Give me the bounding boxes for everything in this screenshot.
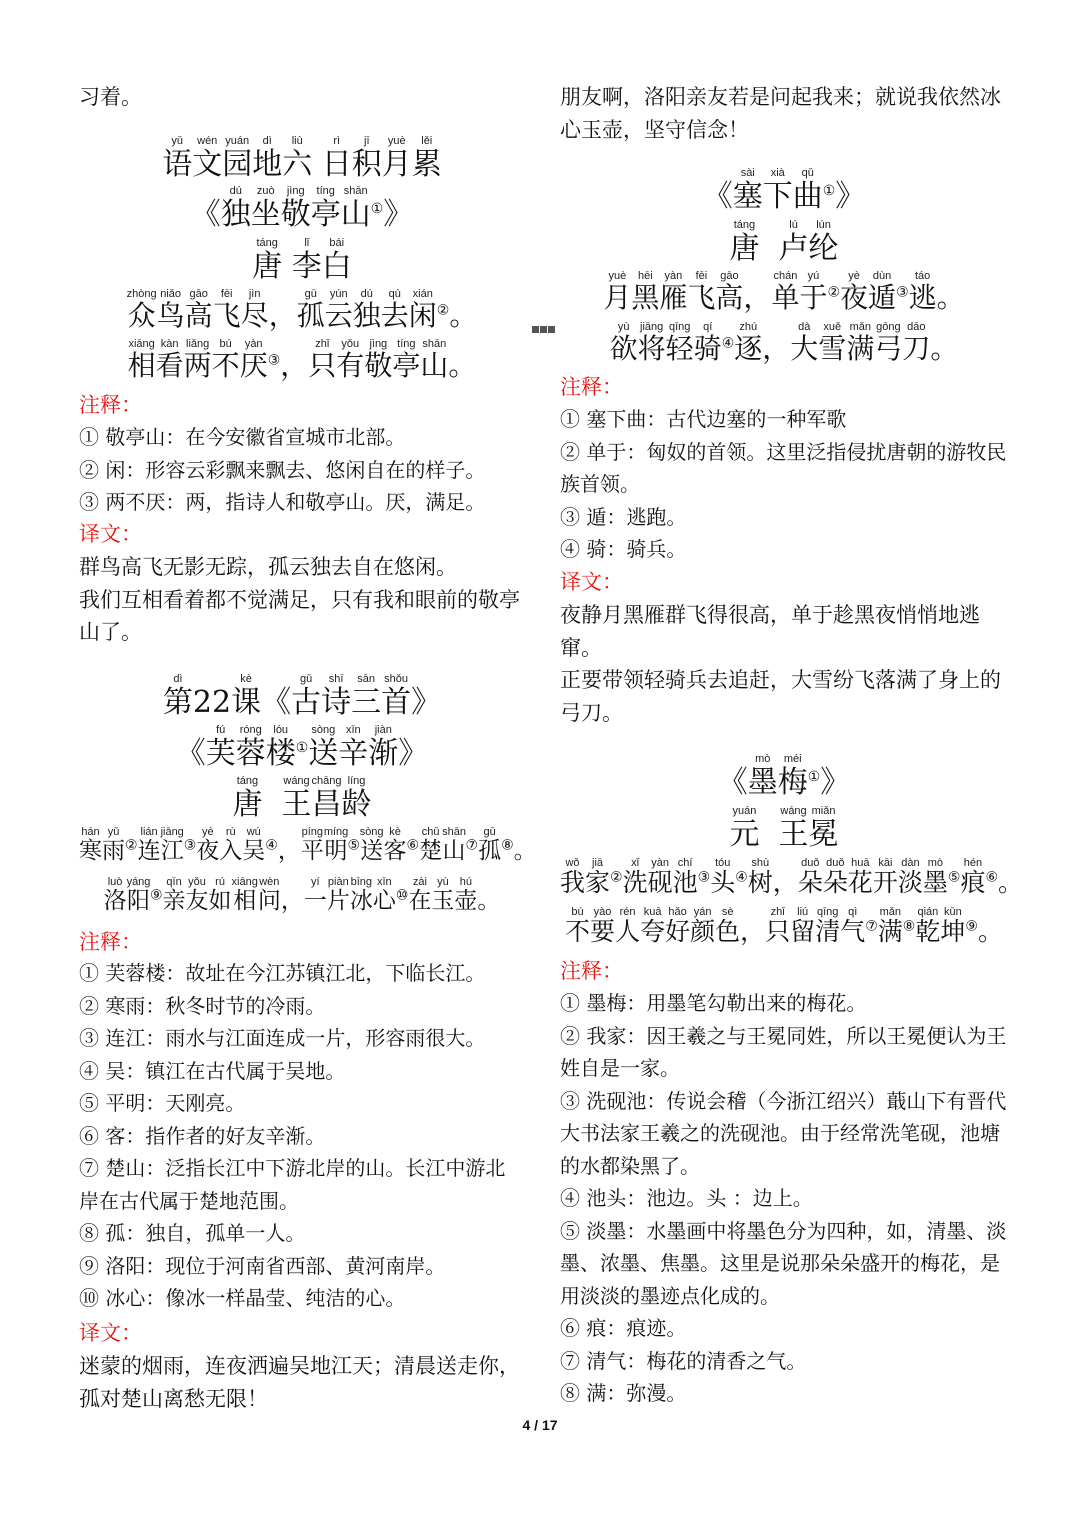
ruby-char: 有yǒu (336, 338, 365, 382)
ruby-char: 砚yàn (647, 857, 673, 897)
ruby-char: 树shù (747, 857, 773, 897)
ruby-char: 园yuán (222, 135, 253, 182)
note-item: ③ 两不厌：两，指诗人和敬亭山。厌，满足。 (79, 490, 486, 514)
ruby-char: 遁dùn (868, 270, 897, 314)
ruby-char: 山shān (340, 185, 371, 232)
ruby-char: 颜yán (690, 906, 716, 946)
saixiaqu-author (560, 219, 1008, 265)
text-segment: 。 (513, 838, 537, 864)
ruby-char: 两liǎng (183, 338, 212, 382)
ruby-char: 墨mò (922, 857, 948, 897)
ruby-char: 池chí (672, 857, 698, 897)
ruby-char: 只zhǐ (765, 906, 791, 946)
saixiaqu-poem-title (560, 167, 1008, 213)
unit6-title (79, 135, 525, 181)
lesson22-poem-title (79, 724, 525, 770)
ruby-char: 三sān (351, 673, 382, 720)
note-item: ③ 洗砚池：传说会稽（今浙江绍兴）蕺山下有晋代大书法家王羲之的洗砚池。由于经常洗笔砚，池塘的水都染黑了。 (560, 1088, 1007, 1178)
ruby-char: 孤gū (296, 288, 325, 332)
footnote-marker: ⑧ (501, 837, 514, 854)
note-item: ① 敬亭山：在今安徽省宣城市北部。 (79, 425, 406, 449)
text-segment: 《 (261, 685, 292, 720)
continued-text: 习着。 (79, 85, 142, 109)
ruby-char: 厌yàn (239, 338, 268, 382)
ruby-char: 骑qí (693, 321, 722, 365)
text-segment: ， (280, 349, 309, 382)
ruby-char: 我wǒ (560, 857, 586, 897)
note-item: ⑦ 楚山：泛指长江中下游北岸的山。长江中游北岸在古代属于楚地范围。 (79, 1156, 506, 1213)
note-item: ① 塞下曲：古代边塞的一种军歌 (560, 407, 847, 431)
footnote-marker: ④ (265, 837, 278, 854)
footnote-marker: ② (610, 869, 623, 886)
ruby-char: 雨yǔ (102, 826, 125, 864)
lesson22-title (79, 673, 525, 719)
translation-line: 群鸟高飞无影无踪，孤云独去自在悠闲。 (79, 555, 457, 579)
note-item: ② 寒雨：秋冬时节的冷雨。 (79, 993, 326, 1018)
ruby-char: 不bú (565, 906, 591, 946)
ruby-char: 痕hén (960, 857, 986, 897)
ruby-char: 唐táng (729, 219, 760, 266)
text-segment (262, 787, 281, 822)
text-segment: 《 (702, 179, 733, 214)
text-segment (282, 249, 292, 284)
saixiaqu-notes (560, 403, 1008, 566)
ruby-char: 壶hú (454, 876, 478, 914)
ruby-char: 将jiāng (637, 321, 666, 365)
ruby-char: 首shǒu (381, 673, 412, 720)
ruby-char: 敬jìng (280, 185, 311, 232)
ruby-char: 课kè (231, 673, 262, 720)
lesson22-notes-label: 注释： (79, 930, 142, 954)
ruby-char: 人rén (615, 906, 641, 946)
translation-line: 夜静月黑雁群飞得很高，单于趁黑夜悄悄地逃窜。 (560, 603, 980, 660)
footnote-marker: ② (125, 837, 138, 854)
lesson22-translation (79, 1350, 525, 1415)
lesson22-notes (79, 957, 525, 1315)
footnote-marker: ⑤ (347, 837, 361, 854)
translation-line: 正要带领轻骑兵去追赶，大雪纷飞落满了身上的弓刀。 (560, 668, 1001, 725)
text-segment: ， (277, 838, 301, 864)
ruby-char: 王wáng (778, 805, 809, 852)
text-segment: 《 (717, 765, 748, 800)
ruby-char: 送sòng (308, 724, 339, 771)
footnote-marker: ② (436, 302, 450, 319)
footnote-marker: ⑥ (985, 869, 999, 886)
saixiaqu-verse-2 (560, 321, 1008, 365)
note-item: ② 我家：因王羲之与王冕同姓，所以王冕便认为王姓自是一家。 (560, 1023, 1007, 1080)
ruby-char: 开kāi (872, 857, 898, 897)
footnote-marker: ③ (183, 837, 197, 854)
translation-line: 迷蒙的烟雨，连夜洒遍吴地江天；清晨送走你，孤对楚山离愁无限！ (79, 1354, 520, 1411)
unit6-poem-title (79, 185, 525, 231)
ruby-char: 夸kuā (640, 906, 666, 946)
ruby-char: 塞sài (732, 167, 763, 214)
footnote-marker: ① (807, 769, 821, 785)
note-item: ④ 池头：池边。头 ：边上。 (560, 1186, 813, 1210)
text-segment: ， (268, 299, 297, 332)
ruby-char: 文wén (192, 135, 223, 182)
ruby-char: 片piàn (326, 876, 350, 914)
lesson22-translation-label: 译文： (79, 1321, 142, 1345)
text-segment: ， (743, 281, 772, 314)
ruby-char: 亲qīn (162, 876, 186, 914)
footnote-marker: ① (822, 183, 836, 199)
footnote-marker: ⑧ (902, 918, 916, 935)
footnote-marker: ③ (267, 352, 281, 369)
ruby-char: 第dì (162, 673, 193, 720)
footnote-marker: ⑨ (965, 918, 978, 935)
ruby-char: 王wáng (281, 775, 312, 822)
ruby-char: 卢lú (778, 219, 809, 266)
ruby-char: 夜yè (196, 826, 220, 864)
ruby-char: 友yǒu (185, 876, 209, 914)
note-item: ① 墨梅：用墨笔勾勒出来的梅花。 (560, 991, 867, 1015)
ruby-char: 地dì (252, 135, 283, 182)
text-segment: 》 (835, 179, 866, 214)
text-segment: 。 (977, 917, 1003, 946)
unit6-verse-1 (79, 288, 525, 332)
ruby-char: 芙fú (205, 724, 236, 771)
saixiaqu-verse-1 (560, 270, 1008, 314)
ruby-char: 诗shī (321, 673, 352, 720)
ruby-char: 朵duǒ (822, 857, 848, 897)
footnote-marker: ⑥ (406, 837, 420, 854)
text-segment: 。 (449, 299, 478, 332)
text-segment: 》 (820, 765, 851, 800)
text-segment (759, 817, 778, 852)
text-segment: 22 (192, 685, 232, 720)
note-item: ⑧ 满：弥漫。 (560, 1381, 687, 1405)
ruby-char: 吴wú (242, 826, 266, 864)
ruby-char: 不bú (211, 338, 240, 382)
ruby-char: 入rù (219, 826, 243, 864)
text-segment: 》 (411, 685, 442, 720)
ruby-char: 昌chāng (311, 775, 342, 822)
ruby-char: 客kè (383, 826, 407, 864)
ruby-char: 家jiā (585, 857, 611, 897)
ruby-char: 独dú (220, 185, 251, 232)
ruby-char: 轻qīng (665, 321, 694, 365)
note-item: ⑩ 冰心：像冰一样晶莹、纯洁的心。 (79, 1286, 406, 1310)
footnote-marker: ⑦ (465, 837, 479, 854)
text-segment (759, 231, 778, 266)
momei-notes-label: 注释： (560, 959, 623, 983)
ruby-char: 亭tíng (392, 338, 421, 382)
ruby-char: 纶lún (808, 219, 839, 266)
text-segment: ， (772, 868, 798, 897)
ruby-char: 唐táng (252, 237, 283, 284)
ruby-char: 渐jiàn (368, 724, 399, 771)
note-item: ③ 遁：逃跑。 (560, 504, 687, 529)
ruby-char: 山shān (442, 826, 466, 864)
note-item: ④ 骑：骑兵。 (560, 537, 687, 561)
ruby-char: 黑hēi (631, 270, 660, 314)
text-segment: 。 (930, 332, 959, 365)
ruby-char: 冕miǎn (808, 805, 839, 852)
footnote-marker: ① (370, 201, 384, 217)
ruby-char: 大dà (790, 321, 819, 365)
ruby-char: 尽jìn (240, 288, 269, 332)
ruby-char: 李lǐ (291, 237, 322, 284)
ruby-char: 鸟niǎo (156, 288, 185, 332)
footnote-marker: ② (827, 284, 841, 301)
ruby-char: 梅méi (777, 753, 808, 800)
text-segment: ， (280, 888, 304, 914)
ruby-char: 古gǔ (291, 673, 322, 720)
ruby-char: 寒hán (79, 826, 102, 864)
momei-verse-1 (560, 857, 1024, 899)
ruby-char: 明míng (323, 826, 349, 864)
unit6-translation (79, 551, 525, 649)
ruby-char: 阳yáng (126, 876, 151, 914)
ruby-char: 平píng (300, 826, 324, 864)
ruby-char: 坐zuò (250, 185, 281, 232)
ruby-char: 楚chǔ (419, 826, 443, 864)
note-item: ③ 连江：雨水与江面连成一片，形容雨很大。 (79, 1026, 486, 1050)
ruby-char: 色sè (715, 906, 741, 946)
note-item: ⑤ 淡墨：水墨画中将墨色分为四种，如，清墨、淡墨、浓墨、焦墨。这里是说那朵朵盛开的梅花，是用淡淡的墨迹点化成的。 (560, 1218, 1007, 1308)
footnote-marker: ④ (721, 335, 735, 352)
ruby-char: 唐táng (232, 775, 263, 822)
note-item: ② 闲：形容云彩飘来飘去、悠闲自在的样子。 (79, 457, 486, 482)
ruby-char: 日rì (321, 135, 352, 182)
footnote-marker: ⑨ (149, 887, 163, 904)
ruby-char: 云yún (324, 288, 353, 332)
ruby-char: 于yú (799, 270, 828, 314)
ruby-char: 辛xīn (338, 724, 369, 771)
unit6-notes (79, 421, 525, 519)
ruby-char: 孤gū (478, 826, 502, 864)
note-item: ④ 吴：镇江在古代属于吴地。 (79, 1058, 346, 1083)
ruby-char: 送sòng (359, 826, 384, 864)
ruby-char: 亭tíng (310, 185, 341, 232)
ruby-char: 去qù (380, 288, 409, 332)
text-segment: ， (762, 332, 791, 365)
ruby-char: 坤kūn (940, 906, 966, 946)
text-segment: 》 (383, 197, 414, 232)
ruby-char: 留liú (790, 906, 816, 946)
ruby-char: 如rú (208, 876, 232, 914)
ruby-char: 头tóu (710, 857, 736, 897)
note-item: ⑨ 洛阳：现位于河南省西部、黄河南岸。 (79, 1253, 446, 1278)
ruby-char: 六liù (282, 135, 313, 182)
text-segment: ， (740, 917, 766, 946)
ruby-char: 楼lóu (265, 724, 296, 771)
continued-text: 朋友啊，洛阳亲友若是问起我来；就说我依然冰心玉壶，坚守信念！ (560, 85, 1001, 142)
text-segment: 。 (477, 888, 501, 914)
lesson22-verse-1 (79, 826, 537, 867)
ruby-char: 相xiāng (231, 876, 258, 914)
ruby-char: 满mǎn (877, 906, 903, 946)
ruby-char: 累lěi (411, 135, 442, 182)
ruby-char: 问wèn (257, 876, 281, 914)
ruby-char: 乾qián (915, 906, 941, 946)
ruby-char: 只zhǐ (308, 338, 337, 382)
ruby-char: 玉yù (431, 876, 455, 914)
ruby-char: 高gāo (184, 288, 213, 332)
ruby-char: 心xīn (372, 876, 396, 914)
ruby-char: 语yǔ (162, 135, 193, 182)
ruby-char: 逐zhú (734, 321, 763, 365)
momei-verse-2 (560, 906, 1008, 948)
page-number: 4 / 17 (522, 1417, 558, 1433)
saixiaqu-notes-label: 注释： (560, 375, 623, 399)
note-item: ⑥ 客：指作者的好友辛渐。 (79, 1123, 326, 1148)
ruby-char: 月yuè (603, 270, 632, 314)
ruby-char: 欲yù (609, 321, 638, 365)
ruby-char: 山shān (420, 338, 449, 382)
text-segment: 。 (448, 349, 477, 382)
ruby-char: 元yuán (729, 805, 760, 852)
ruby-char: 清qīng (815, 906, 841, 946)
momei-poem-title (560, 753, 1008, 799)
ruby-char: 相xiāng (127, 338, 156, 382)
footnote-marker: ③ (896, 284, 909, 301)
unit6-author (79, 237, 525, 283)
ruby-char: 独dú (352, 288, 381, 332)
ruby-char: 夜yè (840, 270, 869, 314)
ruby-char: 白bái (321, 237, 352, 284)
footnote-marker: ⑦ (865, 918, 878, 935)
ruby-char: 月yuè (381, 135, 412, 182)
ruby-char: 冰bīng (349, 876, 373, 914)
ruby-char: 高gāo (715, 270, 744, 314)
ruby-char: 花huā (847, 857, 873, 897)
ruby-char: 敬jìng (364, 338, 393, 382)
ruby-char: 好hǎo (665, 906, 691, 946)
ruby-char: 墨mò (747, 753, 778, 800)
qr-code-icon (532, 322, 556, 336)
text-segment: 。 (998, 868, 1024, 897)
note-item: ⑥ 痕：痕迹。 (560, 1316, 687, 1340)
text-segment: 》 (398, 736, 429, 771)
ruby-char: 刀dāo (902, 321, 931, 365)
ruby-char: 众zhòng (126, 288, 157, 332)
ruby-char: 下xià (762, 167, 793, 214)
lesson22-author (79, 775, 525, 821)
footnote-marker: ⑤ (947, 869, 961, 886)
translation-line: 我们互相看着都不觉满足，只有我和眼前的敬亭山了。 (79, 587, 520, 644)
ruby-char: 龄líng (341, 775, 372, 822)
saixiaqu-translation-label: 译文： (560, 570, 623, 594)
footnote-marker: ③ (697, 869, 711, 886)
ruby-char: 单chán (771, 270, 800, 314)
note-item: ① 芙蓉楼：故址在今江苏镇江北，下临长江。 (79, 961, 486, 985)
ruby-char: 洛luò (103, 876, 127, 914)
ruby-char: 气qì (840, 906, 866, 946)
text-segment: 。 (936, 281, 965, 314)
lesson22-verse-2 (79, 876, 525, 917)
ruby-char: 飞fēi (687, 270, 716, 314)
unit6-translation-label: 译文： (79, 522, 142, 546)
note-item: ⑤ 平明：天刚亮。 (79, 1091, 246, 1115)
momei-notes (560, 987, 1008, 1410)
ruby-char: 看kàn (155, 338, 184, 382)
text-segment: 《 (190, 197, 221, 232)
ruby-char: 逃táo (908, 270, 937, 314)
ruby-char: 飞fēi (212, 288, 241, 332)
ruby-char: 淡dàn (897, 857, 923, 897)
ruby-char: 弓gōng (874, 321, 903, 365)
text-segment (312, 147, 322, 182)
ruby-char: 一yí (303, 876, 327, 914)
ruby-char: 要yào (590, 906, 616, 946)
ruby-char: 江jiāng (160, 826, 184, 864)
ruby-char: 洗xǐ (622, 857, 648, 897)
ruby-char: 雁yàn (659, 270, 688, 314)
footnote-marker: ① (295, 740, 309, 756)
text-segment: 《 (175, 736, 206, 771)
note-item: ② 单于：匈奴的首领。这里泛指侵扰唐朝的游牧民族首领。 (560, 439, 1007, 496)
footnote-marker: ⑩ (395, 887, 409, 904)
note-item: ⑦ 清气：梅花的清香之气。 (560, 1348, 807, 1373)
ruby-char: 积jī (351, 135, 382, 182)
unit6-verse-2 (79, 338, 525, 382)
footnote-marker: ④ (735, 869, 748, 886)
saixiaqu-translation (560, 599, 1008, 729)
unit6-notes-label: 注释： (79, 393, 142, 417)
momei-author (560, 805, 1008, 851)
ruby-char: 闲xián (408, 288, 437, 332)
note-item: ⑧ 孤：独自，孤单一人。 (79, 1221, 306, 1245)
ruby-char: 曲qǔ (792, 167, 823, 214)
ruby-char: 蓉róng (235, 724, 266, 771)
ruby-char: 连lián (137, 826, 161, 864)
ruby-char: 满mǎn (846, 321, 875, 365)
ruby-char: 朵duǒ (797, 857, 823, 897)
ruby-char: 在zài (408, 876, 432, 914)
ruby-char: 雪xuě (818, 321, 847, 365)
